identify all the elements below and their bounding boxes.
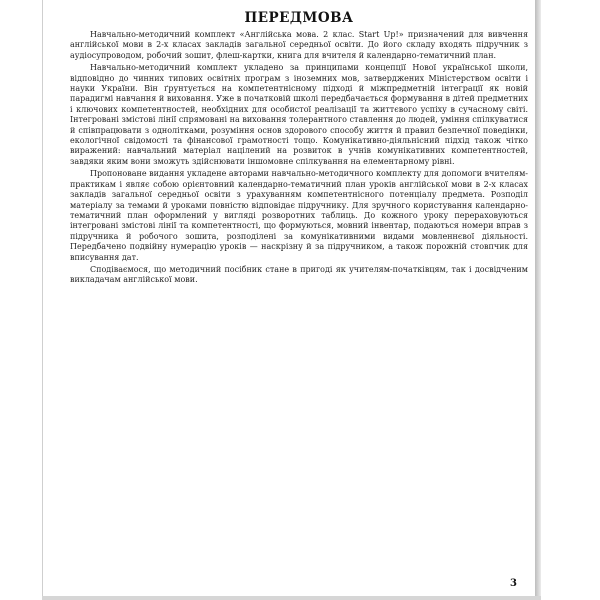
paragraph-intro: Навчально-методичний комплект «Англійська мова. 2 клас. Start Up!» призначений для вивчення англійської мови в 2-х класах закладів загальної середньої освіти. До його складу входять підручник з аудіосупроводом, робочий зошит, флеш-картки, книга для вчителя й календарно-тематичний план. bbox=[70, 30, 528, 60]
paragraph-principles: Навчально-методичний комплект укладено за принципами концепції Нової української школи, відповідно до чинних типових освітніх програм з іноземних мов, затверджених Міністерством освіти і науки України. Він ґрунтується на компетентнісному підході й міжпредметній інтеграції як новій парадигмі навчання й виховання. Уже в початковій школі передбачається формування в дітей предметних і ключових компетентностей, необхідних для особистої реалізації та життєвого успіху в сучасному світі. Інтегровані змістові лінії спрямовані на виховання толерантного ставлення до людей, уміння спілкуватися й співпрацювати з однолітками, розуміння основ здорового способу життя й правил безпечної поведінки, екологічної свідомості та фінансової грамотності тощо. Комунікативно-діяльнісний підхід також чітко виражений: навчальний матеріал націлений на розвиток в учнів комунікативних компетентностей, завдяки яким вони зможуть здійснювати іншомовне спілкування на елементарному рівні. bbox=[70, 63, 528, 166]
paragraph-closing: Сподіваємося, що методичний посібник стане в пригоді як учителям-початківцям, так і досвідченим викладачам англійської мови. bbox=[70, 264, 528, 285]
page-title: ПЕРЕДМОВА bbox=[244, 10, 354, 26]
paragraph-edition: Пропоноване видання укладене авторами навчально-методичного комплекту для допомоги вчителям-практикам і являє собою орієнтовний календарно-тематичний план уроків англійської мови в 2-х класах закладів загальної середньої освіти з урахуванням компетентнісного потенціалу предмета. Розподіл матеріалу за темами й уроками повністю відповідає підручнику. Для зручного користування календарно-тематичний план оформлений у вигляді розворотних таблиць. До кожного уроку перераховуються інтегровані змістові лінії та компетентності, що формуються, мовний інвентар, подаються номери вправ з підручника й робочого зошита, розподілені за комунікативними видами мовленнєвої діяльності. Передбачено подвійну нумерацію уроків — наскрізну й за підручником, а також порожній стовпчик для вписування дат. bbox=[70, 169, 528, 262]
page-content bbox=[70, 10, 528, 288]
page-edge-shadow bbox=[535, 0, 541, 600]
page-number: 3 bbox=[510, 578, 517, 589]
page-bottom-shadow bbox=[42, 596, 541, 600]
